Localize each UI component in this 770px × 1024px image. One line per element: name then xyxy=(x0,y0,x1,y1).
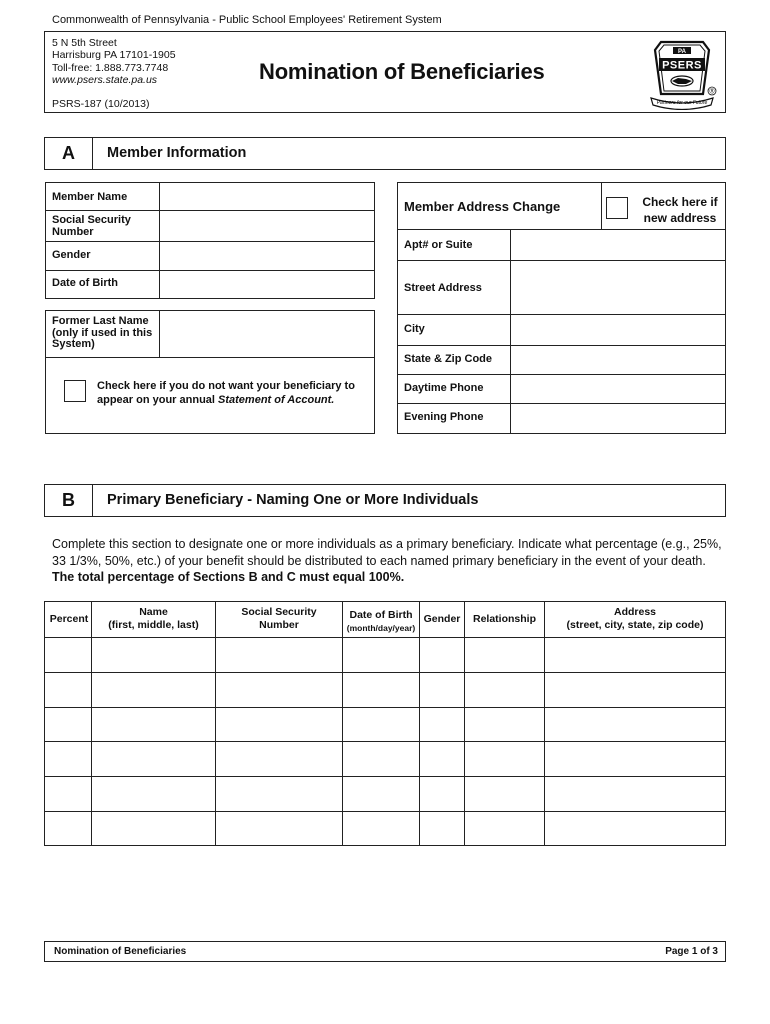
form-header xyxy=(44,31,726,113)
beneficiary-percent-field[interactable] xyxy=(46,708,91,742)
beneficiary-gender-field[interactable] xyxy=(420,638,464,672)
agency-address xyxy=(52,37,176,86)
section-a-header xyxy=(44,137,726,170)
beneficiary-address-field[interactable] xyxy=(545,777,725,811)
beneficiary-dob-field[interactable] xyxy=(343,673,419,707)
beneficiary-percent-field[interactable] xyxy=(46,812,91,846)
street-field[interactable] xyxy=(511,261,725,314)
beneficiary-relationship-field[interactable] xyxy=(465,673,544,707)
beneficiary-name-field[interactable] xyxy=(92,708,215,742)
col-gender-header: Gender xyxy=(423,613,461,625)
section-b-instructions-bold: The total percentage of Sections B and C must equal 100%. xyxy=(52,570,405,584)
dob-field[interactable] xyxy=(160,271,374,298)
new-address-label: Check here if new address xyxy=(642,195,718,225)
logo-registered: ® xyxy=(709,88,715,96)
new-address-checkbox[interactable] xyxy=(606,197,628,219)
address-change-title: Member Address Change xyxy=(404,199,561,214)
member-name-field[interactable] xyxy=(160,183,374,210)
beneficiary-dob-field[interactable] xyxy=(343,638,419,672)
col-ssn-title: Social Security xyxy=(241,606,317,618)
agency-name: Commonwealth of Pennsylvania - Public School Employees' Retirement System xyxy=(52,14,442,26)
evening-phone-label: Evening Phone xyxy=(404,411,484,423)
address-website[interactable]: www.psers.state.pa.us xyxy=(52,73,158,86)
col-name-header xyxy=(92,606,215,631)
statement-of-account-emphasis: Statement of Account. xyxy=(218,394,335,406)
beneficiary-ssn-field[interactable] xyxy=(216,742,342,776)
member-name-label: Member Name xyxy=(52,191,128,203)
col-ssn-header xyxy=(216,606,342,631)
col-ssn-sub: Number xyxy=(259,618,299,631)
beneficiary-name-field[interactable] xyxy=(92,638,215,672)
beneficiary-percent-field[interactable] xyxy=(46,777,91,811)
ssn-field[interactable] xyxy=(160,211,374,241)
col-percent-header: Percent xyxy=(49,613,89,625)
section-b-header xyxy=(44,484,726,517)
beneficiary-name-field[interactable] xyxy=(92,673,215,707)
apt-field[interactable] xyxy=(511,230,725,260)
col-dob-title: Date of Birth xyxy=(349,609,413,621)
beneficiary-address-field[interactable] xyxy=(545,638,725,672)
beneficiary-percent-field[interactable] xyxy=(46,638,91,672)
no-statement-text xyxy=(97,379,367,407)
beneficiary-ssn-field[interactable] xyxy=(216,812,342,846)
col-name-title: Name xyxy=(139,606,168,618)
apt-label: Apt# or Suite xyxy=(404,239,473,251)
beneficiary-address-field[interactable] xyxy=(545,708,725,742)
beneficiary-address-field[interactable] xyxy=(545,673,725,707)
gender-label: Gender xyxy=(52,249,91,261)
state-zip-label: State & Zip Code xyxy=(404,353,493,365)
beneficiary-gender-field[interactable] xyxy=(420,777,464,811)
page-footer xyxy=(44,941,726,962)
former-name-label: Former Last Name (only if used in this System) xyxy=(52,315,153,350)
beneficiary-ssn-field[interactable] xyxy=(216,638,342,672)
beneficiary-ssn-field[interactable] xyxy=(216,777,342,811)
col-dob-header xyxy=(343,609,419,634)
beneficiary-address-field[interactable] xyxy=(545,812,725,846)
dob-label: Date of Birth xyxy=(52,277,118,289)
beneficiary-dob-field[interactable] xyxy=(343,812,419,846)
beneficiary-ssn-field[interactable] xyxy=(216,673,342,707)
beneficiary-table xyxy=(44,601,726,846)
form-number: PSRS-187 (10/2013) xyxy=(52,98,150,110)
city-label: City xyxy=(404,323,425,335)
beneficiary-relationship-field[interactable] xyxy=(465,708,544,742)
col-relationship-header: Relationship xyxy=(472,613,536,625)
section-b-instructions xyxy=(52,536,724,586)
col-address-header xyxy=(545,606,725,631)
page-number: Page 1 of 3 xyxy=(665,946,718,957)
beneficiary-gender-field[interactable] xyxy=(420,673,464,707)
daytime-phone-label: Daytime Phone xyxy=(404,382,484,394)
beneficiary-gender-field[interactable] xyxy=(420,708,464,742)
beneficiary-gender-field[interactable] xyxy=(420,812,464,846)
col-dob-sub: (month/day/year) xyxy=(346,622,416,633)
section-a-title: Member Information xyxy=(107,145,247,161)
logo-name: PSERS xyxy=(662,59,702,72)
section-a-letter: A xyxy=(45,138,93,169)
beneficiary-address-field[interactable] xyxy=(545,742,725,776)
state-zip-field[interactable] xyxy=(511,346,725,374)
footer-title: Nomination of Beneficiaries xyxy=(54,946,187,957)
section-b-title: Primary Beneficiary - Naming One or More Individuals xyxy=(107,492,479,508)
former-name-box xyxy=(45,310,375,434)
beneficiary-name-field[interactable] xyxy=(92,812,215,846)
section-b-instructions-text: Complete this section to designate one or more individuals as a primary beneficiary. Indicate what percentage (e.g., 25%, 33 1/3%, 50%, etc.) of your benefit should be distributed to each named primary beneficiary in the event of your death. xyxy=(52,537,722,568)
page-title: Nomination of Beneficiaries xyxy=(259,59,545,84)
beneficiary-dob-field[interactable] xyxy=(343,777,419,811)
col-name-sub: (first, middle, last) xyxy=(108,618,199,631)
ssn-label: Social Security Number xyxy=(52,214,131,238)
section-b-letter: B xyxy=(45,485,93,516)
beneficiary-name-field[interactable] xyxy=(92,777,215,811)
beneficiary-relationship-field[interactable] xyxy=(465,638,544,672)
psers-logo-icon xyxy=(647,38,717,110)
street-label: Street Address xyxy=(404,282,482,294)
former-name-field[interactable] xyxy=(160,311,374,357)
beneficiary-relationship-field[interactable] xyxy=(465,742,544,776)
member-info-box xyxy=(45,182,375,299)
beneficiary-dob-field[interactable] xyxy=(343,742,419,776)
address-street: 5 N 5th Street xyxy=(52,37,117,49)
gender-field[interactable] xyxy=(160,242,374,270)
address-change-box xyxy=(397,182,726,434)
no-statement-label: Check here if you do not want your beneficiary to appear on your annual xyxy=(97,380,355,406)
beneficiary-name-field[interactable] xyxy=(92,742,215,776)
beneficiary-relationship-field[interactable] xyxy=(465,812,544,846)
beneficiary-percent-field[interactable] xyxy=(46,673,91,707)
logo-keystone: PA xyxy=(678,49,686,55)
city-field[interactable] xyxy=(511,315,725,345)
beneficiary-relationship-field[interactable] xyxy=(465,777,544,811)
col-address-sub: (street, city, state, zip code) xyxy=(566,618,704,631)
beneficiary-percent-field[interactable] xyxy=(46,742,91,776)
beneficiary-ssn-field[interactable] xyxy=(216,708,342,742)
beneficiary-gender-field[interactable] xyxy=(420,742,464,776)
beneficiary-dob-field[interactable] xyxy=(343,708,419,742)
logo-motto: Partners for our Future xyxy=(656,100,708,106)
address-phone: Toll-free: 1.888.773.7748 xyxy=(52,61,169,74)
evening-phone-field[interactable] xyxy=(511,404,725,433)
address-city: Harrisburg PA 17101-1905 xyxy=(52,49,176,62)
col-address-title: Address xyxy=(613,606,656,618)
no-statement-checkbox[interactable] xyxy=(64,380,86,402)
daytime-phone-field[interactable] xyxy=(511,375,725,403)
